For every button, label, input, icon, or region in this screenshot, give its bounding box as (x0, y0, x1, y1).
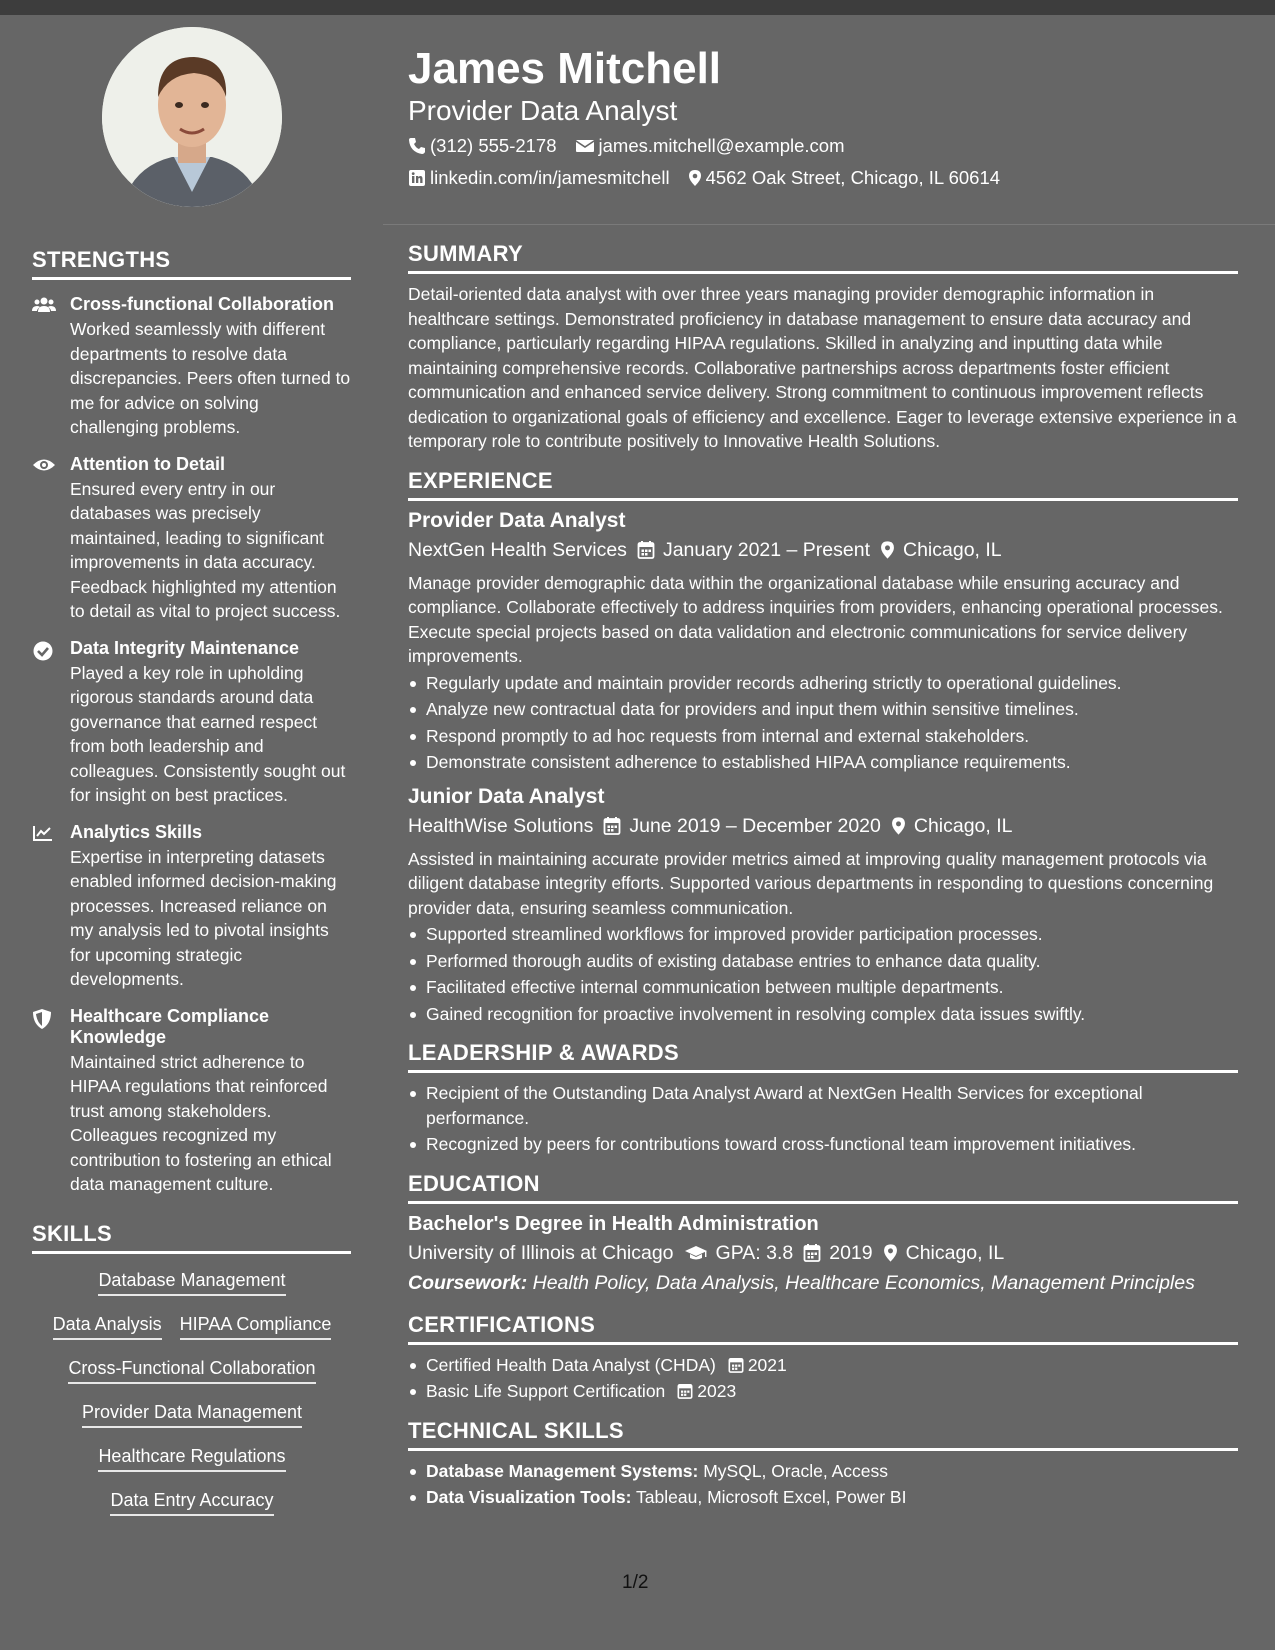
education-heading: EDUCATION (408, 1171, 1238, 1204)
experience-heading: EXPERIENCE (408, 468, 1238, 501)
certifications-list (408, 1353, 1238, 1404)
strength-item (32, 1006, 352, 1197)
technical-skills-section (408, 1418, 1238, 1510)
list-item: Facilitated effective internal communication between multiple departments. (408, 975, 1238, 1000)
coursework-label: Coursework: (408, 1271, 528, 1294)
skill-tag: Data Analysis (53, 1312, 162, 1340)
tech-skill-value: MySQL, Oracle, Access (703, 1460, 888, 1481)
technical-skills-list (408, 1459, 1238, 1510)
tech-skill-value: Tableau, Microsoft Excel, Power BI (636, 1487, 907, 1507)
skill-tag: Database Management (98, 1268, 285, 1296)
candidate-name: James Mitchell (408, 44, 722, 93)
strength-title: Data Integrity Maintenance (70, 637, 300, 658)
strength-title: Cross-functional Collaboration (70, 294, 335, 314)
job-dates: January 2021 – Present (662, 538, 870, 561)
graduation-year: 2019 (829, 1241, 873, 1264)
calendar-icon (803, 1243, 821, 1263)
location-pin-icon (880, 540, 895, 560)
address-text: 4562 Oak Street, Chicago, IL 60614 (705, 167, 1001, 188)
skills-list (32, 1268, 352, 1516)
graduation-cap-icon (684, 1244, 708, 1262)
left-column (32, 27, 352, 1516)
company-name: HealthWise Solutions (408, 814, 594, 837)
candidate-role: Provider Data Analyst (408, 95, 678, 126)
strength-title: Attention to Detail (70, 453, 225, 474)
coursework-list: Health Policy, Data Analysis, Healthcare Economics, Management Principles (532, 1271, 1195, 1294)
job-title: Provider Data Analyst (408, 508, 626, 532)
skill-tag: Data Entry Accuracy (110, 1488, 273, 1516)
list-item (408, 1485, 1238, 1510)
job-description: Manage provider demographic data within the organizational database while ensuring accuracy and compliance. Collaborate effectively to address inquiries from providers, enhancing operational processes. Execute special projects based on data validation and electronic communications for service delivery improvements. (408, 572, 1223, 666)
skills-heading: SKILLS (32, 1221, 351, 1254)
skill-tag: Provider Data Management (82, 1400, 302, 1428)
awards-section (408, 1040, 1238, 1157)
shield-icon (32, 1006, 70, 1197)
calendar-icon (677, 1382, 693, 1400)
job-description: Assisted in maintaining accurate provider metrics aimed at improving quality management protocols via diligent database integrity efforts. Supported various departments in responding to questions concerning provider data, ensuring seamless communication. (408, 848, 1214, 918)
experience-section (408, 468, 1238, 1027)
coursework (408, 1268, 1238, 1298)
strength-description: Played a key role in upholding rigorous standards around data governance that earned respect from both leadership and colleagues. Consistently sought out for insight on best practices. (70, 662, 346, 805)
strength-item (32, 294, 352, 440)
summary-section (408, 241, 1238, 454)
list-item (408, 1353, 1238, 1378)
strength-item (32, 822, 352, 992)
gpa-text: GPA: 3.8 (715, 1241, 794, 1264)
strength-description: Expertise in interpreting datasets enabled informed decision-making processes. Increased reliance on my analysis led to pivotal insights for upcoming strategic developments. (70, 846, 337, 989)
list-item (408, 1379, 1238, 1404)
strength-description: Worked seamlessly with different departments to resolve data discrepancies. Peers often turned to me for advice on solving challenging problems. (70, 319, 351, 437)
job-location: Chicago, IL (913, 814, 1013, 837)
list-item: Recognized by peers for contributions toward cross-functional team improvement initiatives. (408, 1132, 1238, 1157)
list-item (408, 1459, 1238, 1484)
job-bullets (408, 922, 1238, 1026)
calendar-icon (603, 816, 621, 836)
summary-heading: SUMMARY (408, 241, 1238, 274)
strength-title: Healthcare Compliance Knowledge (70, 1005, 270, 1047)
job-entry (408, 507, 1238, 775)
job-title: Junior Data Analyst (408, 784, 605, 808)
school-name: University of Illinois at Chicago (408, 1241, 674, 1264)
awards-heading: LEADERSHIP & AWARDS (408, 1040, 1238, 1073)
awards-list (408, 1081, 1238, 1157)
phone-number[interactable]: (312) 555-2178 (430, 135, 557, 156)
list-item: Analyze new contractual data for providers and input them within sensitive timelines. (408, 697, 1238, 722)
strength-item (32, 638, 352, 808)
location-pin-icon (883, 1243, 898, 1263)
strengths-heading: STRENGTHS (32, 247, 351, 280)
email-link[interactable]: james.mitchell@example.com (598, 135, 845, 156)
job-location: Chicago, IL (903, 538, 1002, 561)
strength-item (32, 454, 352, 624)
calendar-icon (637, 540, 655, 560)
certifications-section (408, 1312, 1238, 1404)
location-pin-icon (688, 169, 702, 187)
top-bar (0, 0, 1275, 15)
school-location: Chicago, IL (905, 1241, 1005, 1264)
header-divider (383, 224, 1275, 225)
cert-year: 2021 (747, 1354, 787, 1375)
strength-description: Ensured every entry in our databases was precisely maintained, leading to significant improvements in data accuracy. Feedback highlighted my attention to detail as vital to project success. (70, 478, 341, 621)
strength-title: Analytics Skills (70, 821, 203, 842)
list-item: Gained recognition for proactive involvement in resolving complex data issues swiftly. (408, 1002, 1238, 1027)
linkedin-link[interactable]: linkedin.com/in/jamesmitchell (430, 167, 670, 188)
phone-icon (408, 137, 426, 155)
list-item: Regularly update and maintain provider records adhering strictly to operational guidelines. (408, 671, 1238, 696)
company-name: NextGen Health Services (408, 538, 627, 561)
users-icon (32, 294, 70, 440)
tech-skill-label: Data Visualization Tools: (426, 1487, 632, 1507)
cert-name: Basic Life Support Certification (426, 1381, 666, 1401)
linkedin-icon (408, 169, 426, 187)
page-indicator: 1/2 (622, 1572, 649, 1593)
list-item: Performed thorough audits of existing database entries to enhance data quality. (408, 949, 1238, 974)
skill-tag: Cross-Functional Collaboration (68, 1356, 315, 1384)
technical-skills-heading: TECHNICAL SKILLS (408, 1418, 1238, 1451)
list-item: Supported streamlined workflows for improved provider participation processes. (408, 922, 1238, 947)
location-pin-icon (891, 816, 906, 836)
education-section (408, 1171, 1238, 1298)
envelope-icon (575, 138, 595, 154)
list-item: Demonstrate consistent adherence to established HIPAA compliance requirements. (408, 750, 1238, 775)
list-item: Recipient of the Outstanding Data Analyst Award at NextGen Health Services for exceptional performance. (408, 1081, 1238, 1130)
degree-title: Bachelor's Degree in Health Administration (408, 1212, 819, 1235)
profile-photo (102, 27, 282, 207)
cert-name: Certified Health Data Analyst (CHDA) (426, 1354, 716, 1375)
certifications-heading: CERTIFICATIONS (408, 1312, 1238, 1345)
job-bullets (408, 671, 1238, 775)
eye-icon (32, 454, 70, 624)
resume-header (408, 42, 1238, 194)
calendar-icon (728, 1356, 744, 1374)
strength-description: Maintained strict adherence to HIPAA regulations that reinforced trust among stakeholders. Colleagues recognized my contribution to fostering an ethical data management culture. (70, 1051, 332, 1194)
tech-skill-label: Database Management Systems: (426, 1460, 699, 1481)
check-circle-icon (32, 638, 70, 808)
job-entry (408, 783, 1238, 1027)
list-item: Respond promptly to ad hoc requests from internal and external stakeholders. (408, 724, 1238, 749)
main-column (408, 241, 1238, 1524)
job-dates: June 2019 – December 2020 (629, 814, 881, 837)
skill-tag: HIPAA Compliance (180, 1312, 332, 1340)
skill-tag: Healthcare Regulations (98, 1444, 285, 1472)
chart-line-icon (32, 822, 70, 992)
cert-year: 2023 (697, 1381, 737, 1401)
summary-text: Detail-oriented data analyst with over three years managing provider demographic information in healthcare settings. Demonstrated proficiency in database management to ensure data accuracy and compliance, particularly regarding HIPAA regulations. Skilled in analyzing and inputting data while maintaining comprehensive records. Collaborative partnerships across departments foster efficient communication and enhanced service delivery. Strong commitment to continuous improvement reflects dedication to organizational goals of efficiency and excellence. Eager to leverage extensive experience in a temporary role to contribute positively to Innovative Health Solutions. (408, 284, 1237, 451)
